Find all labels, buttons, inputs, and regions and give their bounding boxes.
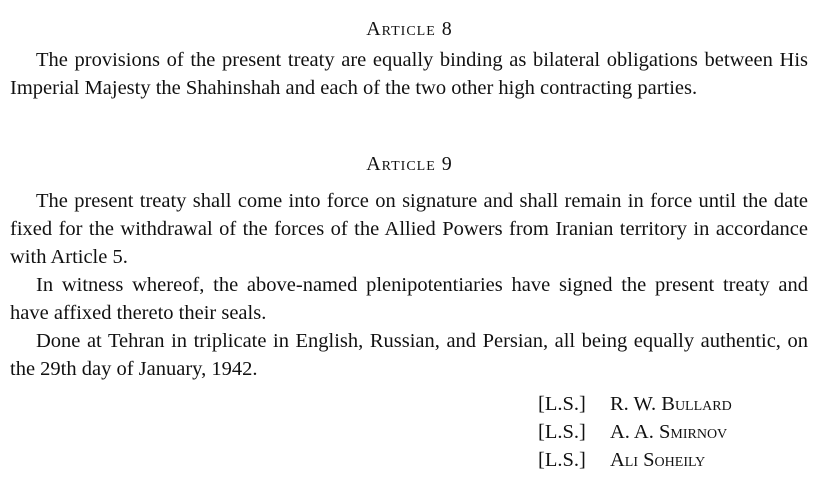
seal-mark: [L.S.] — [538, 449, 586, 471]
article-8-paragraph: The provisions of the present treaty are equally binding as bilateral obligations between His Imperial Majesty the Shahinshah and each of the two other high contracting parties. — [10, 49, 808, 99]
signature-row — [538, 446, 808, 474]
signature-row — [538, 390, 808, 418]
article-9-heading: Article 9 — [366, 153, 453, 175]
article-9-paragraph-2: In witness whereof, the above-named plenipotentiaries have signed the present treaty and have affixed thereto their seals. — [10, 274, 808, 324]
article-9-paragraph-3: Done at Tehran in triplicate in English, Russian, and Persian, all being equally authentic, on the 29th day of January, 1942. — [10, 330, 808, 380]
signature-row — [538, 418, 808, 446]
article-9-paragraph-1: The present treaty shall come into force on signature and shall remain in force until the date fixed for the withdrawal of the forces of the Allied Powers from Iranian territory in accordance with Article 5. — [10, 190, 808, 268]
signatory-name: A. A. Smirnov — [610, 421, 728, 443]
seal-mark: [L.S.] — [538, 421, 586, 443]
signatory-name: R. W. Bullard — [610, 393, 732, 415]
article-8-heading: Article 8 — [366, 18, 453, 40]
seal-mark: [L.S.] — [538, 393, 586, 415]
signature-block — [538, 390, 808, 474]
signatory-name: Ali Soheily — [610, 449, 706, 471]
